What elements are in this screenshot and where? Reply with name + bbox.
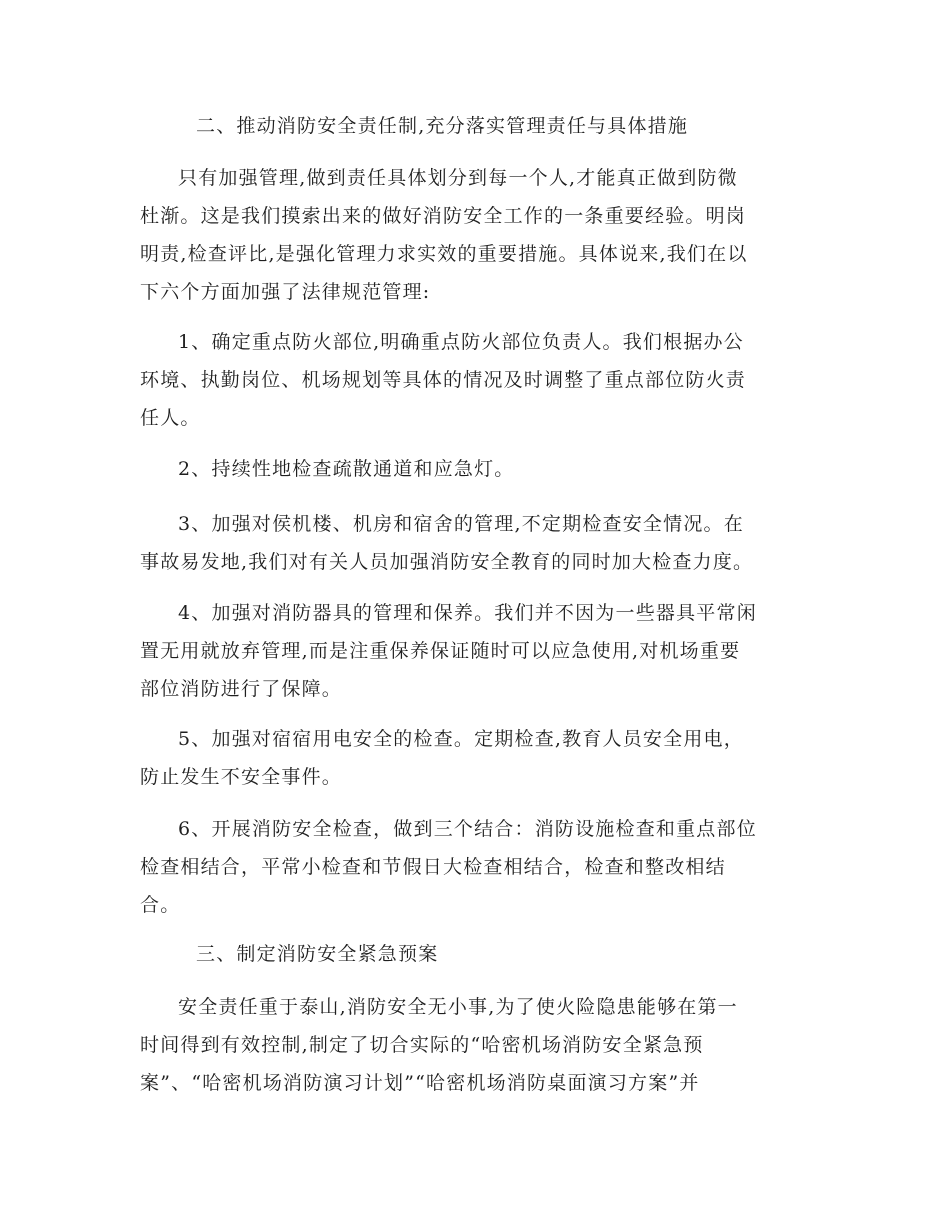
list-item-4 [140, 594, 810, 708]
paragraph-line: 下六个方面加强了法律规范管理: [140, 281, 431, 303]
paragraph-line: 环境、执勤岗位、机场规划等具体的情况及时调整了重点部位防火责 [140, 369, 747, 391]
paragraph-line: 防止发生不安全事件。 [140, 766, 343, 788]
list-item-5 [140, 720, 810, 796]
section-heading-2: 二、推动消防安全责任制,充分落实管理责任与具体措施 [196, 115, 689, 137]
paragraph-line: 6、开展消防安全检查，做到三个结合：消防设施检查和重点部位 [178, 818, 757, 840]
paragraph-line: 1、确定重点防火部位,明确重点防火部位负责人。我们根据办公 [178, 331, 744, 353]
paragraph-line: 任人。 [140, 407, 201, 429]
paragraph-line: 部位消防进行了保障。 [140, 678, 343, 700]
list-item-6 [140, 810, 810, 924]
paragraph-line: 安全责任重于泰山,消防安全无小事,为了使火险隐患能够在第一 [178, 996, 738, 1018]
list-item-1 [140, 323, 810, 437]
paragraph-line: 5、加强对宿宿用电安全的检查。定期检查,教育人员安全用电， [178, 728, 744, 750]
paragraph-line: 检查相结合，平常小检查和节假日大检查相结合，检查和整改相结 [140, 856, 726, 878]
paragraph-intro [140, 159, 810, 311]
paragraph-line: 3、加强对侯机楼、机房和宿舍的管理,不定期检查安全情况。在 [178, 513, 744, 535]
paragraph-line: 只有加强管理,做到责任具体划分到每一个人,才能真正做到防微 [178, 167, 738, 189]
paragraph-line: 合。 [140, 894, 181, 916]
paragraph-line: 事故易发地,我们对有关人员加强消防安全教育的同时加大检查力度。 [140, 551, 754, 573]
paragraph-line: 时间得到有效控制,制定了切合实际的“哈密机场消防安全紧急预 [140, 1034, 704, 1056]
paragraph-line: 2、持续性地检查疏散通道和应急灯。 [178, 458, 515, 480]
paragraph-line: 置无用就放弃管理,而是注重保养保证随时可以应急使用,对机场重要 [140, 640, 741, 662]
paragraph-line: 杜渐。这是我们摸索出来的做好消防安全工作的一条重要经验。明岗 [140, 205, 747, 227]
paragraph-line: 案”、“哈密机场消防演习计划”“哈密机场消防桌面演习方案”并 [140, 1072, 700, 1094]
paragraph-plan [140, 988, 810, 1102]
paragraph-line: 明责,检查评比,是强化管理力求实效的重要措施。具体说来,我们在以 [140, 243, 748, 265]
paragraph-line: 4、加强对消防器具的管理和保养。我们并不因为一些器具平常闲 [178, 602, 757, 624]
section-heading-3: 三、制定消防安全紧急预案 [196, 943, 439, 965]
list-item-3 [140, 505, 810, 581]
list-item-2 [140, 450, 810, 488]
